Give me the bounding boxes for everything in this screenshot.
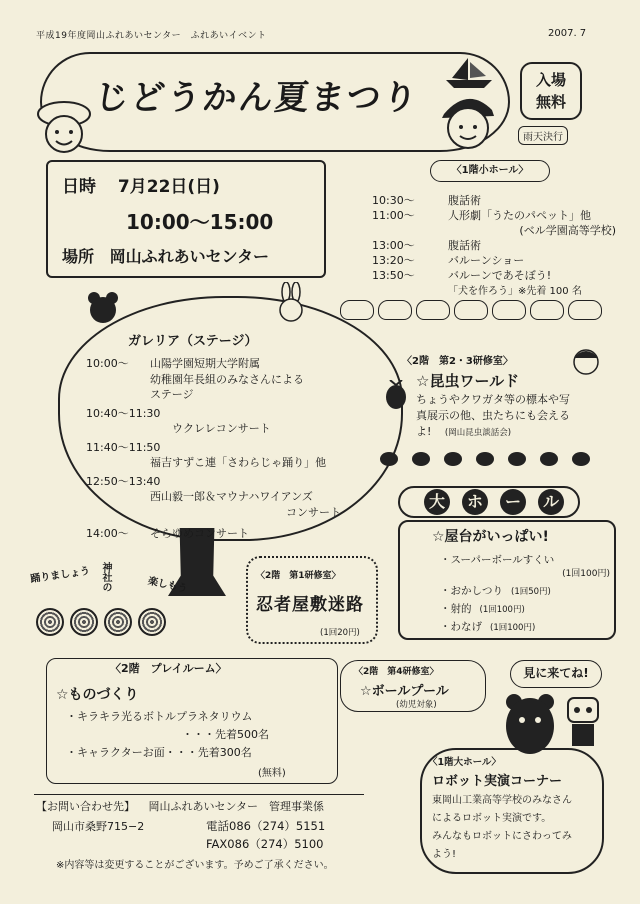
sunflower-text-2: 神社の	[100, 562, 111, 592]
header-note: 平成19年度岡山ふれあいセンター ふれあいイベント	[36, 31, 267, 41]
schedule-row: 幼稚園年長組のみなさんによる	[150, 372, 304, 386]
stall-item: ・おかしつり (1回50円)	[440, 585, 551, 597]
daihall-char: 大	[424, 489, 450, 515]
contact-org: 岡山ふれあいセンター 管理事業係	[148, 800, 325, 813]
sunflower-icon	[138, 608, 166, 636]
schedule-row: 「犬を作ろう」※先着 100 名	[448, 286, 582, 297]
sunflowers	[36, 608, 166, 636]
schedule-row: ステージ	[150, 388, 194, 401]
girl-bug-icon	[566, 344, 606, 378]
schedule-row: 13:20〜 バルーンショー	[372, 254, 525, 267]
place-line	[62, 244, 269, 267]
contact-header	[36, 798, 324, 814]
sunflower-icon	[104, 608, 132, 636]
schedule-row: 10:40〜11:30	[86, 406, 161, 420]
cat-icon	[568, 300, 602, 320]
ninja-room: 〈2階 第1研修室〉	[256, 571, 341, 581]
schedule-row: 14:00〜 そらゆめコンサート	[86, 527, 249, 540]
boat-icon	[442, 56, 496, 90]
bug-icon	[476, 452, 494, 466]
schedule-row: 12:50〜13:40	[86, 474, 161, 488]
ballpool-title: ☆ボールプール	[360, 684, 449, 699]
schedule-row: (ベル学園高等学校)	[519, 224, 616, 237]
contact-address: 岡山市桑野715−2	[52, 820, 145, 833]
daihall-char: ー	[500, 489, 526, 515]
ballpool-room: 〈2階 第4研修室〉	[354, 667, 439, 677]
stalls-list	[440, 552, 610, 637]
contact-label: 【お問い合わせ先】	[36, 800, 135, 813]
robot-title: ロボット実演コーナー	[432, 774, 563, 789]
schedule-row: 13:00〜 腹話術	[372, 239, 481, 252]
playroom-item-2: ・キャラクターお面・・・先着300名	[66, 746, 252, 759]
stall-item: ・スーパーボールすくい	[440, 554, 555, 566]
sunflower-icon	[70, 608, 98, 636]
cat-icon	[530, 300, 564, 320]
contact-note: ※内容等は変更することがございます。予めご了承ください。	[56, 860, 334, 871]
cats-row	[340, 300, 602, 320]
issue-date: 2007. 7	[548, 28, 587, 39]
bug-icon	[508, 452, 526, 466]
schedule-row: 福吉すずこ連「さわらじゃ踊り」他	[150, 456, 327, 469]
contact-fax: FAX086（274）5100	[206, 837, 324, 851]
playroom-item-1: ・キラキラ光るボトルプラネタリウム	[66, 710, 253, 723]
cat-icon	[416, 300, 450, 320]
bug-icon	[540, 452, 558, 466]
daihall-char: ル	[538, 489, 564, 515]
bug-icon	[444, 452, 462, 466]
insect-room: 〈2階 第2・3研修室〉	[402, 356, 513, 367]
rain-note: 雨天決行	[518, 126, 568, 145]
cat-icon	[340, 300, 374, 320]
date-line	[62, 172, 220, 197]
stall-item: ・わなげ (1回100円)	[440, 621, 536, 633]
hall1-title: 〈1階小ホール〉	[430, 160, 550, 182]
schedule-row: 10:30〜 腹話術	[372, 194, 481, 207]
schedule-row: コンサート	[286, 505, 341, 519]
bug-icon	[412, 452, 430, 466]
hall1-schedule	[372, 192, 622, 297]
sunflower-text-3: 楽しもう	[146, 575, 189, 595]
schedule-row: 13:50〜 バルーンであそぼう!	[372, 269, 552, 282]
bug-row	[380, 452, 590, 466]
stalls-title: ☆屋台がいっぱい!	[432, 529, 549, 545]
playroom-free: (無料)	[258, 768, 286, 779]
daihall-title	[424, 489, 568, 515]
date-label: 日時	[62, 177, 96, 197]
cat-icon	[454, 300, 488, 320]
insect-description: ちょうやクワガタ等の標本や写 真展示の他、虫たちにも会える よ! (岡山昆虫談話会)	[416, 393, 570, 438]
insect-org: (岡山昆虫談話会)	[444, 428, 512, 438]
admission-line2: 無料	[535, 93, 566, 111]
ballpool-note: (幼児対象)	[396, 700, 437, 710]
stall-item: ・射的 (1回100円)	[440, 603, 525, 615]
event-date: 7月22日(日)	[117, 177, 220, 197]
insect-title: ☆昆虫ワールド	[416, 372, 520, 390]
sunflower-text-1: 踊りましょう	[29, 565, 91, 586]
robot-room: 〈1階大ホール〉	[428, 757, 501, 768]
bug-icon	[380, 452, 398, 466]
playroom-item-1-cap: ・・・先着500名	[182, 728, 269, 741]
ninja-price: (1回20円)	[320, 628, 360, 638]
rabbit-icon	[274, 282, 308, 322]
bear-icon	[86, 290, 120, 324]
daihall-char: ホ	[462, 489, 488, 515]
event-place: 岡山ふれあいセンター	[109, 247, 269, 266]
schedule-row: ウクレレコンサート	[172, 422, 271, 435]
stall-item: (1回100円)	[562, 569, 610, 579]
gallery-title: ガレリア（ステージ）	[128, 334, 258, 349]
robot-description: 東岡山工業高等学校のみなさん によるロボット実演です。 みんなもロボットにさわってみ よう!	[432, 795, 572, 860]
admission-line1: 入場	[535, 71, 566, 89]
boy-face-icon	[438, 90, 498, 152]
schedule-row: 11:40〜11:50	[86, 440, 161, 454]
contact-tel: 電話086（274）5151	[206, 819, 326, 833]
place-label: 場所	[62, 247, 95, 266]
gallery-schedule	[86, 356, 386, 542]
playroom-subtitle: ☆ものづくり	[56, 687, 139, 703]
playroom-title: 〈2階 プレイルーム〉	[110, 662, 227, 675]
admission-badge	[520, 62, 582, 120]
look-bubble: 見に来てね!	[510, 660, 602, 688]
schedule-row: 10:00〜 山陽学園短期大学附属	[86, 357, 260, 370]
schedule-row: 11:00〜 人形劇「うたのパペット」他	[372, 209, 591, 222]
page-title: じどうかん夏まつり	[92, 78, 421, 118]
robot-character-icon	[558, 692, 608, 752]
cat-icon	[492, 300, 526, 320]
event-time: 10:00〜15:00	[126, 210, 274, 234]
bug-icon	[572, 452, 590, 466]
sunflower-icon	[36, 608, 64, 636]
girl-face-icon	[36, 96, 92, 158]
ninja-title: 忍者屋敷迷路	[256, 595, 364, 615]
schedule-row: 西山毅一郎＆マウナハワイアンズ	[150, 490, 313, 503]
beetle-icon	[380, 380, 412, 410]
cat-icon	[378, 300, 412, 320]
